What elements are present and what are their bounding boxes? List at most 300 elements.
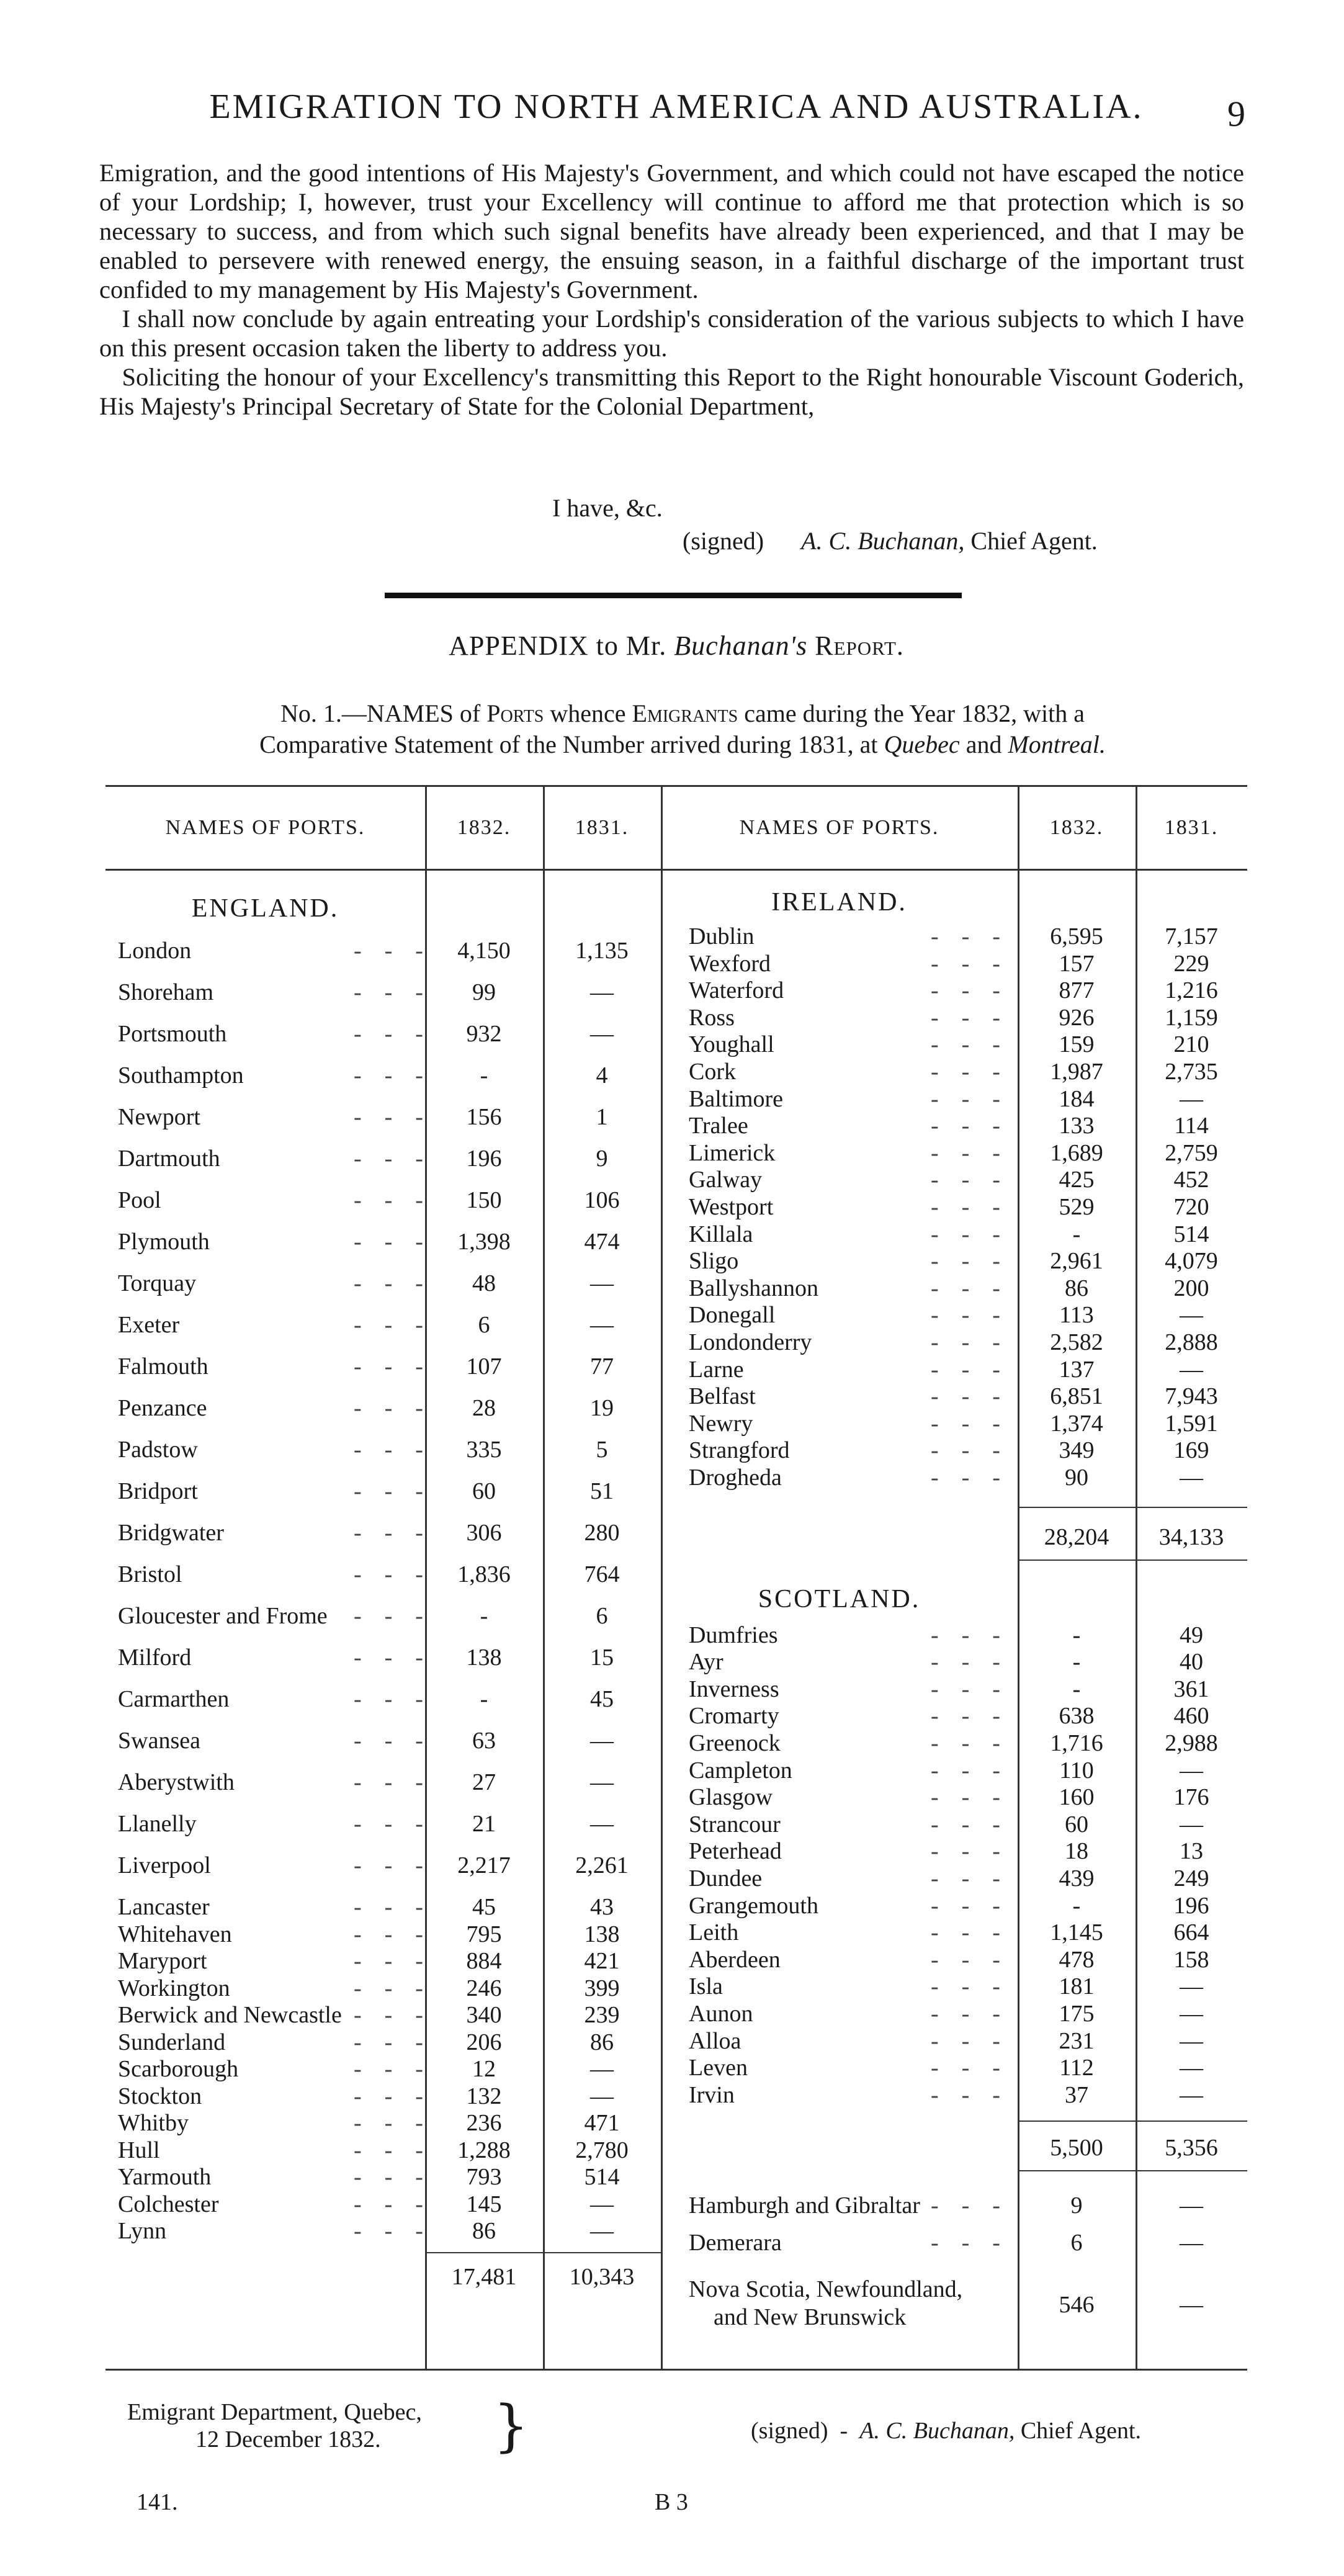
leader-dashes: - - - (931, 1865, 1004, 1892)
port-name: Newry (689, 1410, 753, 1437)
value-1831: 5 (596, 1437, 608, 1463)
table-row (105, 1919, 1247, 1949)
value-1831: 5,356 (1165, 2135, 1218, 2161)
value-1831: — (590, 2218, 614, 2244)
value-1831: 1,159 (1165, 1004, 1218, 1031)
leader-dashes: - - - (354, 2137, 427, 2163)
value-1832: - (1072, 1892, 1081, 1919)
leader-dashes: - - - (354, 1146, 427, 1172)
leader-dashes: - - - (931, 1085, 1004, 1112)
table-row (105, 1648, 1247, 1678)
leader-dashes: - - - (931, 1329, 1004, 1355)
table-row (105, 1946, 1247, 1976)
appendix-suffix: Report. (815, 631, 904, 661)
port-name: Dartmouth (118, 1146, 220, 1172)
port-name: Liverpool (118, 1852, 211, 1878)
value-1831: — (590, 1021, 614, 1047)
port-name: Torquay (118, 1270, 197, 1296)
port-name: Larne (689, 1356, 744, 1383)
value-1832: 335 (466, 1437, 502, 1463)
port-name: Aberystwith (118, 1769, 235, 1795)
value-1831: — (1180, 1973, 1203, 2000)
value-1831: 2,780 (575, 2137, 629, 2163)
value-1831: 2,988 (1165, 1730, 1218, 1756)
value-1831: 2,261 (575, 1852, 629, 1878)
port-name: Killala (689, 1221, 753, 1247)
port-name: Cork (689, 1059, 736, 1085)
table-header-rule (105, 869, 1247, 871)
value-1832: 157 (1059, 950, 1095, 977)
leader-dashes: - - - (931, 1275, 1004, 1301)
value-1832: 425 (1059, 1167, 1095, 1193)
value-1831: 399 (584, 1975, 620, 2001)
value-1832: 60 (472, 1478, 496, 1504)
port-name: Ayr (689, 1649, 724, 1676)
value-1832: 1,716 (1050, 1730, 1103, 1756)
table-caption (118, 698, 1247, 760)
value-1832: 1,288 (457, 2137, 511, 2163)
value-1832: 48 (472, 1270, 496, 1296)
caption-and: and (965, 730, 1002, 758)
port-name: Leith (689, 1919, 739, 1946)
value-1832: 63 (472, 1728, 496, 1754)
port-name: Hamburgh and Gibraltar (689, 2192, 920, 2219)
table-row (105, 1301, 1247, 1331)
leader-dashes: - - - (931, 977, 1004, 1004)
value-1832: 110 (1059, 1757, 1094, 1784)
value-1831: 10,343 (569, 2263, 635, 2290)
table-row (105, 1784, 1247, 1813)
value-1831: — (1180, 1465, 1203, 1491)
value-1831: 452 (1173, 1167, 1209, 1193)
port-name: Limerick (689, 1139, 776, 1166)
leader-dashes: - - - (354, 1021, 427, 1047)
ireland-total-rule-top (1018, 1507, 1247, 1508)
table-row (105, 2192, 1247, 2222)
value-1832: 181 (1059, 1973, 1095, 2000)
port-name: Aberdeen (689, 1946, 781, 1973)
value-1831: — (1180, 2055, 1203, 2081)
value-1832: 306 (466, 1520, 502, 1546)
leader-dashes: - - - (931, 1167, 1004, 1193)
leader-dashes: - - - (354, 2218, 427, 2244)
value-1831: — (1180, 1356, 1203, 1383)
table-row (105, 1838, 1247, 1867)
port-name: Waterford (689, 977, 784, 1004)
table-row (105, 2027, 1247, 2057)
value-1832: 132 (466, 2083, 502, 2109)
table-row (105, 2081, 1247, 2111)
leader-dashes: - - - (931, 1622, 1004, 1648)
col-head-1832-right: 1832. (1049, 816, 1104, 839)
signer-title: Chief Agent. (970, 527, 1098, 555)
value-1831: 514 (1173, 1221, 1209, 1247)
leader-dashes: - - - (931, 1302, 1004, 1329)
value-1832: 2,217 (457, 1852, 511, 1878)
value-1832: 1,374 (1050, 1410, 1103, 1437)
leader-dashes: - - - (931, 1356, 1004, 1383)
leader-dashes: - - - (354, 1645, 427, 1671)
value-1831: 7,943 (1165, 1383, 1218, 1410)
value-1832: 86 (1065, 1275, 1088, 1301)
value-1831: 158 (1173, 1946, 1209, 1973)
table-row (105, 1973, 1247, 2003)
port-name: Strangford (689, 1437, 790, 1464)
value-1832: 2,961 (1050, 1248, 1103, 1275)
port-name: Greenock (689, 1730, 781, 1756)
port-name: Penzance (118, 1395, 207, 1421)
leader-dashes: - - - (354, 2191, 427, 2217)
value-1832: - (1072, 1622, 1081, 1648)
leader-dashes: - - - (931, 1757, 1004, 1784)
value-1831: 1,135 (575, 938, 629, 964)
value-1831: 4,079 (1165, 1248, 1218, 1275)
table-row (105, 977, 1247, 1007)
port-name: Irvin (689, 2081, 735, 2108)
port-name: Whitby (118, 2110, 189, 2136)
value-1831: 49 (1180, 1622, 1203, 1648)
printer-signature-mark: B 3 (655, 2489, 688, 2515)
value-1831: 43 (590, 1894, 614, 1920)
value-1831: 764 (584, 1561, 620, 1587)
value-1832: 6,595 (1050, 923, 1103, 949)
signed-label: (signed) (683, 527, 764, 555)
table-row (105, 1193, 1247, 1223)
table-row (105, 1464, 1247, 1494)
leader-dashes: - - - (354, 1728, 427, 1754)
letter-paragraph: Emigration, and the good intentions of His Majesty's Government, and which could not have escaped the notice of your Lordship; I, however, trust your Excellency will continue to afford me that protection which is so necessary to success, and from which such signal benefits have already been experienced, and that I may be enabled to persevere with renewed energy, the ensuing season, in a faithful discharge of the important trust confided to my management by His Majesty's Government. (99, 159, 1244, 303)
port-name: and New Brunswick (714, 2304, 907, 2331)
value-1831: 51 (590, 1478, 614, 1504)
port-name: Colchester (118, 2191, 219, 2217)
value-1832: 107 (466, 1353, 502, 1380)
value-1832: 793 (466, 2164, 502, 2190)
port-name: Nova Scotia, Newfoundland, (689, 2276, 963, 2303)
letter-body (99, 158, 1244, 421)
value-1831: 45 (590, 1686, 614, 1712)
table-row (105, 1410, 1247, 1440)
value-1831: — (590, 1769, 614, 1795)
port-name: Dublin (689, 923, 755, 949)
value-1832: 113 (1059, 1302, 1094, 1329)
value-1832: 638 (1059, 1703, 1095, 1730)
value-1831: 229 (1173, 950, 1209, 977)
table-row (105, 1811, 1247, 1841)
value-1832: 138 (466, 1645, 502, 1671)
value-1831: 664 (1173, 1919, 1209, 1946)
port-name: Peterhead (689, 1838, 782, 1865)
value-1832: 145 (466, 2191, 502, 2217)
leader-dashes: - - - (931, 1676, 1004, 1702)
port-name: Swansea (118, 1728, 200, 1754)
table-row (105, 2291, 1247, 2321)
port-name: Leven (689, 2055, 748, 2081)
caption-part: came during the Year 1832, with a (744, 699, 1085, 727)
footer-dept-line2: 12 December 1832. (195, 2426, 381, 2453)
port-name: Bristol (118, 1561, 182, 1587)
value-1832: 6 (478, 1312, 490, 1338)
table-row (105, 1892, 1247, 1922)
table-row (105, 1383, 1247, 1412)
port-name: Isla (689, 1973, 723, 2000)
table-row (105, 1221, 1247, 1250)
leader-dashes: - - - (931, 1703, 1004, 1730)
leader-dashes: - - - (931, 1838, 1004, 1865)
port-name: Ross (689, 1004, 735, 1031)
value-1831: 249 (1173, 1865, 1209, 1892)
value-1832: 60 (1065, 1811, 1088, 1838)
leader-dashes: - - - (354, 1478, 427, 1504)
value-1832: 184 (1059, 1085, 1095, 1112)
leader-dashes: - - - (354, 1561, 427, 1587)
section-england: ENGLAND. (191, 894, 339, 923)
table-row (105, 1730, 1247, 1759)
table-row (105, 1329, 1247, 1358)
brace-glyph: } (493, 2394, 529, 2459)
value-1831: 176 (1173, 1784, 1209, 1811)
leader-dashes: - - - (931, 1248, 1004, 1275)
value-1832: - (480, 1603, 488, 1629)
col-head-1831-right: 1831. (1164, 816, 1219, 839)
value-1831: 460 (1173, 1703, 1209, 1730)
value-1831: — (1180, 2192, 1203, 2219)
port-name: Sunderland (118, 2029, 226, 2055)
value-1831: 474 (584, 1229, 620, 1255)
value-1831: 421 (584, 1948, 620, 1974)
table-row (105, 1524, 1247, 1553)
value-1831: 6 (596, 1603, 608, 1629)
value-1831: 210 (1173, 1031, 1209, 1058)
leader-dashes: - - - (354, 1104, 427, 1130)
port-name: Yarmouth (118, 2164, 212, 2190)
table-row (105, 2054, 1247, 2084)
letter-paragraph: I shall now conclude by again entreating your Lordship's consideration of the various subjects to which I have on this present occasion taken the liberty to address you. (99, 305, 1244, 362)
value-1831: 1,216 (1165, 977, 1218, 1004)
leader-dashes: - - - (931, 1113, 1004, 1139)
table-row (105, 1247, 1247, 1277)
value-1831: 19 (590, 1395, 614, 1421)
value-1832: - (1072, 1676, 1081, 1702)
value-1832: 6 (1070, 2230, 1083, 2256)
value-1832: 28 (472, 1395, 496, 1421)
value-1832: 160 (1059, 1784, 1095, 1811)
value-1832: 546 (1059, 2292, 1095, 2318)
port-name: Berwick and Newcastle (118, 2002, 342, 2028)
leader-dashes: - - - (354, 1229, 427, 1255)
letter-signature (683, 526, 1098, 555)
port-name: Shoreham (118, 979, 214, 1005)
port-name: Hull (118, 2137, 160, 2163)
leader-dashes: - - - (354, 1437, 427, 1463)
table-row (105, 1437, 1247, 1466)
table-top-rule (105, 785, 1247, 787)
ports-table (105, 785, 1247, 2371)
leader-dashes: - - - (931, 1221, 1004, 1247)
table-row (105, 1757, 1247, 1787)
signer-name: A. C. Buchanan, (801, 527, 965, 555)
value-1832: 926 (1059, 1004, 1095, 1031)
value-1831: 1,591 (1165, 1410, 1218, 1437)
value-1831: — (1180, 1811, 1203, 1838)
value-1832: 150 (466, 1187, 502, 1213)
port-name: Plymouth (118, 1229, 210, 1255)
value-1832: 86 (472, 2218, 496, 2244)
value-1832: 99 (472, 979, 496, 1005)
value-1832: - (480, 1686, 488, 1712)
port-name: Gloucester and Frome (118, 1603, 328, 1629)
footer-dept-line1: Emigrant Department, Quebec, (127, 2399, 422, 2425)
caption-part: whence (550, 699, 626, 727)
port-name: Falmouth (118, 1353, 208, 1380)
page-number: 9 (1227, 94, 1245, 134)
leader-dashes: - - - (931, 1973, 1004, 2000)
table-row (105, 1622, 1247, 1651)
value-1831: 40 (1180, 1649, 1203, 1676)
leader-dashes: - - - (354, 1975, 427, 2001)
leader-dashes: - - - (354, 1948, 427, 1974)
value-1832: 246 (466, 1975, 502, 2001)
value-1832: 206 (466, 2029, 502, 2055)
caption-quebec: Quebec (884, 730, 960, 758)
port-name: Workington (118, 1975, 230, 2001)
value-1832: 884 (466, 1948, 502, 1974)
port-name: Newport (118, 1104, 200, 1130)
leader-dashes: - - - (354, 1921, 427, 1947)
port-name: Belfast (689, 1383, 756, 1410)
leader-dashes: - - - (931, 1892, 1004, 1919)
value-1831: 77 (590, 1353, 614, 1380)
port-name: Donegall (689, 1302, 776, 1329)
leader-dashes: - - - (931, 923, 1004, 949)
footer-signed-label: (signed) (751, 2418, 828, 2444)
table-row (105, 1356, 1247, 1386)
value-1832: 795 (466, 1921, 502, 1947)
value-1831: — (590, 1811, 614, 1837)
value-1831: 138 (584, 1921, 620, 1947)
value-1831: 2,888 (1165, 1329, 1218, 1355)
port-name: Llanelly (118, 1811, 197, 1837)
leader-dashes: - - - (931, 1919, 1004, 1946)
col-head-1832-left: 1832. (457, 816, 511, 839)
appendix-prefix: APPENDIX to Mr. (449, 631, 667, 661)
running-head: EMIGRATION TO NORTH AMERICA AND AUSTRALIA. (209, 88, 1144, 126)
footer-number: 141. (137, 2489, 178, 2515)
value-1832: 90 (1065, 1465, 1088, 1491)
leader-dashes: - - - (354, 1187, 427, 1213)
value-1832: 439 (1059, 1865, 1095, 1892)
value-1832: 349 (1059, 1437, 1095, 1464)
footer-signature: (signed) - A. C. Buchanan, Chief Agent. (751, 2418, 1142, 2444)
value-1832: 236 (466, 2110, 502, 2136)
leader-dashes: - - - (931, 2081, 1004, 2108)
letter-paragraph: Soliciting the honour of your Excellency's transmitting this Report to the Right honourable Viscount Goderich, His Majesty's Principal Secretary of State for the Colonial Department, (99, 363, 1244, 420)
leader-dashes: - - - (931, 1946, 1004, 1973)
leader-dashes: - - - (931, 1194, 1004, 1220)
table-row (105, 1275, 1247, 1304)
value-1831: — (590, 979, 614, 1005)
table-row (105, 1702, 1247, 1732)
leader-dashes: - - - (931, 1649, 1004, 1676)
table-row (105, 1166, 1247, 1196)
table-row (105, 2000, 1247, 2030)
table-row (105, 1112, 1247, 1142)
leader-dashes: - - - (931, 1784, 1004, 1811)
value-1832: 45 (472, 1894, 496, 1920)
value-1832: 4,150 (457, 938, 511, 964)
port-name: Bridgwater (118, 1520, 224, 1546)
port-name: Portsmouth (118, 1021, 227, 1047)
leader-dashes: - - - (354, 1769, 427, 1795)
value-1832: 1,398 (457, 1229, 511, 1255)
value-1832: 17,481 (451, 2263, 517, 2290)
port-name: Youghall (689, 1031, 774, 1058)
port-name: Ballyshannon (689, 1275, 818, 1301)
value-1832: 133 (1059, 1113, 1095, 1139)
port-name: Sligo (689, 1248, 739, 1275)
port-name: Glasgow (689, 1784, 773, 1811)
port-name: Strancour (689, 1811, 781, 1838)
port-name: Tralee (689, 1113, 748, 1139)
leader-dashes: - - - (354, 2002, 427, 2028)
table-row (105, 1058, 1247, 1088)
scotland-total-rule-top (1018, 2120, 1247, 2122)
leader-dashes: - - - (354, 1062, 427, 1088)
value-1832: 1,987 (1050, 1059, 1103, 1085)
table-row (105, 1865, 1247, 1895)
value-1831: — (1180, 2027, 1203, 2054)
port-name: Pool (118, 1187, 161, 1213)
port-name: Inverness (689, 1676, 779, 1702)
value-1832: 1,145 (1050, 1919, 1103, 1946)
port-name: Padstow (118, 1437, 198, 1463)
leader-dashes: - - - (931, 2001, 1004, 2027)
port-name: Cromarty (689, 1703, 779, 1730)
value-1831: 15 (590, 1645, 614, 1671)
letter-closing: I have, &c. (552, 494, 663, 522)
table-row (105, 1139, 1247, 1169)
value-1832: 932 (466, 1021, 502, 1047)
footer-department (127, 2394, 529, 2459)
leader-dashes: - - - (931, 1437, 1004, 1464)
value-1832: 1,689 (1050, 1139, 1103, 1166)
port-name: Galway (689, 1167, 763, 1193)
leader-dashes: - - - (354, 1852, 427, 1878)
footer-signer-name: A. C. Buchanan, (859, 2418, 1015, 2444)
port-name: Dundee (689, 1865, 763, 1892)
section-ireland: IRELAND. (771, 888, 907, 917)
port-name: Scarborough (118, 2056, 239, 2082)
value-1831: 471 (584, 2110, 620, 2136)
caption-part: No. 1.—NAMES of (280, 699, 481, 727)
value-1831: 2,735 (1165, 1059, 1218, 1085)
leader-dashes: - - - (354, 1811, 427, 1837)
port-name: Londonderry (689, 1329, 812, 1355)
leader-dashes: - - - (354, 979, 427, 1005)
value-1831: 196 (1173, 1892, 1209, 1919)
table-row (105, 1004, 1247, 1034)
scotland-total-rule-bottom (1018, 2170, 1247, 2171)
table-bottom-rule (105, 2369, 1247, 2371)
port-name: Baltimore (689, 1085, 783, 1112)
table-row (105, 923, 1247, 953)
leader-dashes: - - - (354, 1353, 427, 1380)
port-name: Carmarthen (118, 1686, 230, 1712)
leader-dashes: - - - (931, 1465, 1004, 1491)
table-row (105, 2134, 1247, 2164)
value-1831: 34,133 (1158, 1524, 1224, 1550)
leader-dashes: - - - (354, 1395, 427, 1421)
port-name: Wexford (689, 950, 771, 977)
